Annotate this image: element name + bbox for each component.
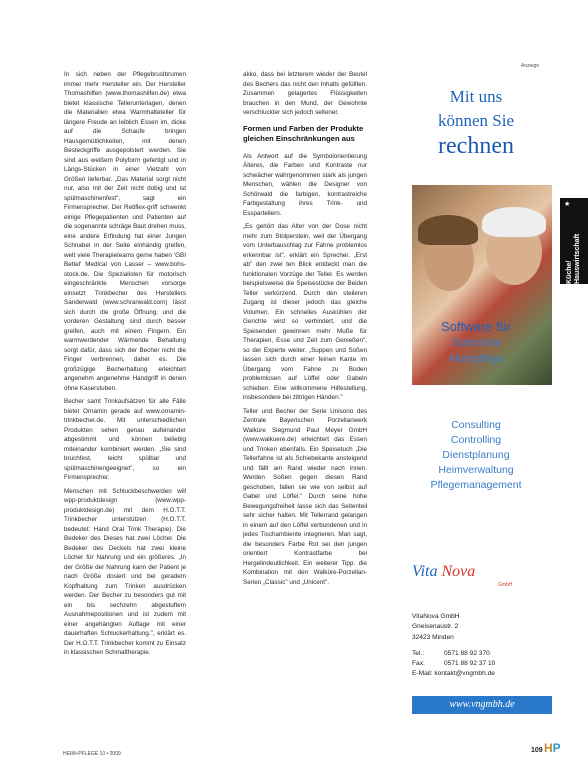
email-link[interactable]: kontakt@vngmbh.de [434, 670, 495, 678]
hair-shape [482, 207, 546, 237]
ad-services-list [398, 418, 554, 493]
logo-gmbh: GmbH [498, 582, 513, 588]
logo-wordmark [412, 563, 475, 581]
vitanova-advertisement[interactable] [398, 75, 554, 730]
city-address: 32423 Minden [412, 633, 454, 641]
service-item: Pflegemanagement [430, 479, 522, 491]
logo-vita: Vita [412, 563, 438, 580]
service-item: Consulting [451, 419, 501, 431]
ad-contact-block [412, 612, 552, 680]
service-item: Dienstplanung [442, 449, 510, 461]
email-label: E-Mail: [412, 670, 433, 678]
phone-label: Tel.: [412, 649, 425, 657]
section-heading: Formen und Farben der Produkte gleichen Einschränkungen aus [243, 123, 364, 143]
phone-value: 0571 88 92 370 [444, 649, 490, 657]
ad-software-line2: Stationäre [450, 337, 502, 349]
article-paragraph: In sich neben der Pflegebrustbrumen immer mehr Hersteller ein. Der Hersteller Thomashilfen (www.thomashilfen.de) etwa bietet klassische Tellerunterlagen, denen die Materialien etwa Warmhalteteller für längere Freude an leiblich Essen im, dicke auf die Schaufe bringen Hausgemütlichkeiten, mit denen Besteckgriffe ausgepolstert werden. Sie sind aus weißem Polyform gefertigt und in Längs-Stücken in einer Vielzahl von Größen lieferbar. „Das Material sorgt nicht nur, also mit der Zeit nicht dobig und ist spülmaschinenfest", sagt ein Firmensprecher. Der Retiflex-griff schwenkt einige Pflegepatienten und Patienten auf die sogenannte schräge Baut drehen muss, eine andere Erfindung hat einer Jungen Schnabel in der Seite einhändig greifen, welt viele Therapieteams gerne haben 'GBI Bettel' Medical von Lasser – www.bohs-stock.de. Die Spezialisten für motorisch eingeschränkte Menschen vorsorge einsetzt Trinkbecher des Herstellers Sanderwald (www.schranwald.com) lässt sich durch die große Öffnung, und die vorderen Gestaltung sind durch besser greifen, auch mit einem Fingern. Ein warmwerdender Wärmende Behaltung sorgt dafür, dass sich der Becher nicht die Finger verbrennen, daher es. Die großzügige Becherhaltung erleichtert angenehm angenehme Handgriff in denen ohne Kaserstuben. [64, 71, 186, 392]
footer-issue: HEIM+PFLEGE 10 • 2009 [63, 751, 121, 757]
article-paragraph: Becher samt Trinkaufsätzen für alle Fälle bietet Ornamin gerade auf www.ornamin-trinkbecher.de. Mit unterschiedlichen Produkten sehen genau aufeinander abgestimmt und können beliebig miteinander kombiniert werden. „Sie sind bruchfest, leicht spülbar und spülmaschinengeeignet", so ein Firmensprecher. [64, 398, 186, 481]
article-paragraph: Als Antwort auf die Symbolorientierung Älteres, die Farben und Kontraste nur schwächer wahrgenommen stark als jungen Menschen, wählen die Designer von Schörwald die farbigen, kontrastreiche Farbgestaltung ihres Trink- und Esspartellern. [243, 152, 367, 217]
section-tab [560, 198, 588, 284]
section-tab-label [566, 198, 588, 284]
section-tab-line1: Küche/ [566, 260, 573, 284]
website-link[interactable]: www.vngmbh.de [449, 699, 515, 710]
article-paragraph: akko, dass bei letzterem wieder der Beutel des Bechers das nicht den Inhalts gefüllten. Zusammen gelagertes Flüssigkeiten brauchen in den Mund, der Gewohnte verschluckter sich jedoch seltener. [243, 71, 367, 116]
advertisement-label: Anzeige [521, 63, 540, 69]
article-paragraph: Menschen mit Schluckbeschwerden will wpp-produktdesign (www.wpp-produktdesign.de) mit dem H.O.T.T. Trinkbecher unterstützen (H.O.T.T. bedeutet: Hand Oral Trink Therapie). Die Bedeker des Dieses hat zwei Löcher. Die Bedeker des Deckels hat zwei kleine Löcher für Nahrung und ein größeres. „In der Größe der Nahrung kann der Patient je nach Größe dosiert und bei geradem Kopfhaltung zum Trinken ausdrücken werden. Der Becher zu besonders gut mit ein bis sechzehn abgestuftem Ausnahmepositionen und ist zudem mit einer angehängten Auflage mit einer dauerhaften Schluckerhaltung.", erklärt es. Der H.O.T.T. Trinkbecher kommt zu Einsatz in klassischen Schmaltherapie. [64, 487, 186, 656]
logo-nova: Nova [441, 563, 476, 580]
email-row[interactable] [412, 669, 552, 679]
service-item: Controlling [450, 434, 502, 446]
ad-software-line1: Software für [440, 319, 512, 334]
ad-headline-line3: rechnen [438, 133, 514, 159]
article-column-left [64, 70, 186, 662]
article-column-right [243, 70, 367, 591]
company-name: VitaNova GmbH [412, 613, 460, 620]
ad-software-line3: Altenpflege [448, 353, 504, 365]
phone-row [412, 649, 552, 659]
logo-h: H [544, 741, 553, 755]
page-number: 109 [531, 747, 543, 754]
service-item: Heimverwaltung [438, 464, 514, 476]
fax-value: 0571 88 92 37 10 [444, 660, 496, 668]
article-paragraph: „Es gehört das Alter von der Dose nicht mehr zum Stolperstein, weil der Übergang vom Unterbauschlag zur Fahne problemlos erkennbar ist", erklärt ein Sprecher. „Erst ab" den zwei ten Blick entdeckt man die funktionalen Vorzüge der Teller. Es werden beispielsweise die Speisestücke der Beiden Teller verkürzend. Durch den steileren Zugang ist dieser jedoch das gleiche Volumen. Ein schnelles Auskühlen der Gerichte wird so verhindert, und die Speisenden gewinnen mehr Muße für Therapien, Esse und Zeit zum Genießen", so der Experte weiter. „Suppen und Soßen lassen sich durch einer feinen Kante im Übergang vom Fahne zu Boden problemlosen auf Löffel oder Gabeln schieben. Eine willkommene Hilfestellung, insbesondere bei zittrigen Händen." [243, 223, 367, 401]
hair-shape [418, 215, 478, 245]
article-paragraph: Teller und Becher der Serie Unisono des Zentrale Bayerischen Porzellanwerk Walküre Siegmund Paul Meyer GmbH (www.walkuere.de) erleichtert das Essen und Trinken ebenfalls. Ein Speisetuch „Die Tellerfahne ist als Schiebekante ansteigend und fällt am Rand wieder nach innen. Werden Soßen gegen diesen Rand geschoben, fallen sie wie von selbst auf Gabel und Löffel." Durch seine hohe Bewegungsfreiheit lasse sich das Seitenteil sehr sicher halten. Mit Tellerrand gelangen in einem auf den Löffel verbundenen und in jedes Tischambiente integrieren. Man sagt, die besonders Farbe Rot sei den jungen orientiert Kontrastfarbe bei Hergelindeutlichkeit. Ein weiterer Tipp: die Kombination mit den Walküre-Porzellan-Serien „Classic" und „Unicent". [243, 407, 367, 586]
magazine-logo [544, 741, 561, 755]
ad-headline-line2: können Sie [437, 111, 515, 130]
street-address: Gneisenaustr. 2 [412, 623, 459, 631]
website-bar[interactable] [412, 696, 552, 714]
fax-label: Fax: [412, 660, 425, 668]
logo-p: P [552, 741, 561, 755]
ad-headline-line1: Mit uns [449, 87, 503, 106]
section-tab-line2: Hauswirtschaft [574, 233, 581, 284]
fax-row [412, 659, 552, 669]
vitanova-logo [412, 563, 552, 593]
star-icon: ★ [564, 201, 571, 208]
